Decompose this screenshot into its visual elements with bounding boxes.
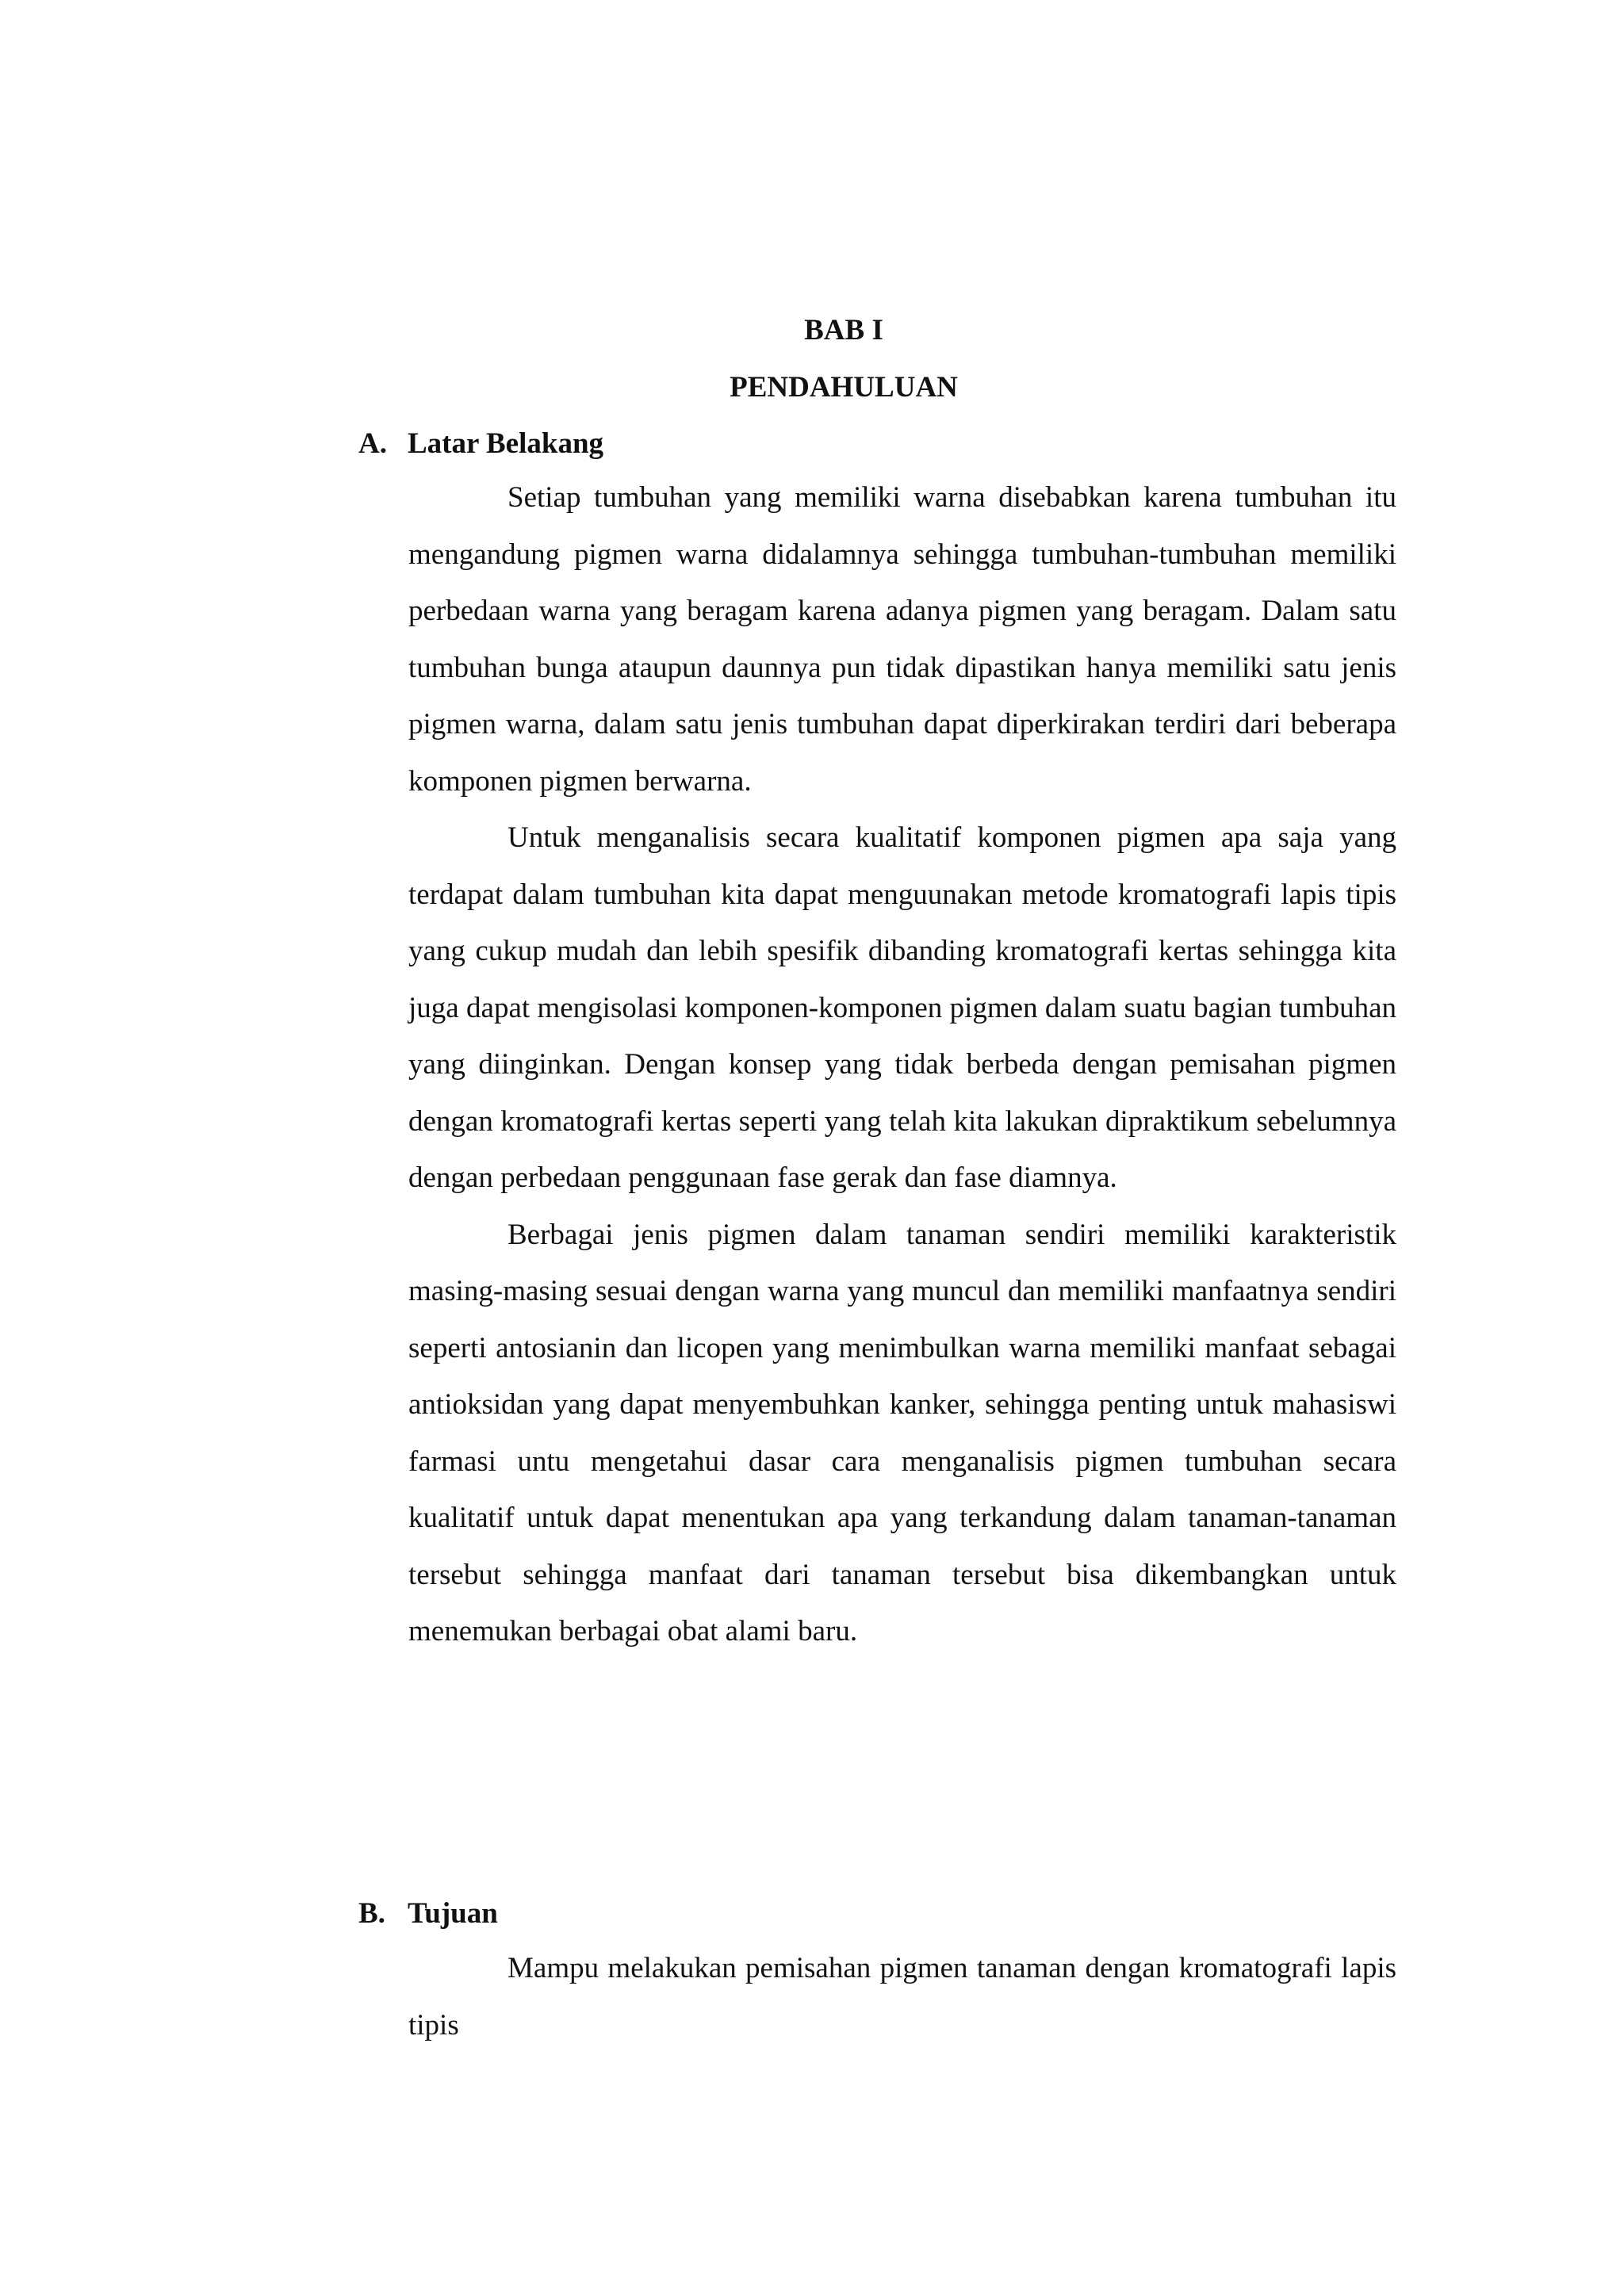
section-heading-latar-belakang	[358, 429, 603, 458]
chapter-title: PENDAHULUAN	[730, 371, 958, 404]
paragraph: Untuk menganalisis secara kualitatif komponen pigmen apa saja yang terdapat dalam tumbuhan kita dapat menguunakan metode kromatografi lapis tipis yang cukup mudah dan lebih spesifik dibanding kromatografi kertas sehingga kita juga dapat mengisolasi komponen-komponen pigmen dalam suatu bagian tumbuhan yang diinginkan. Dengan konsep yang tidak berbeda dengan pemisahan pigmen dengan kromatografi kertas seperti yang telah kita lakukan dipraktikum sebelumnya dengan perbedaan penggunaan fase gerak dan fase diamnya.	[408, 821, 1396, 1194]
section-heading-tujuan	[358, 1899, 498, 1928]
section-title: Tujuan	[408, 1897, 498, 1930]
section-letter: B.	[358, 1897, 385, 1930]
paragraph: Berbagai jenis pigmen dalam tanaman sendiri memiliki karakteristik masing-masing sesuai dengan warna yang muncul dan memiliki manfaatnya sendiri seperti antosianin dan licopen yang menimbulkan warna memiliki manfaat sebagai antioksidan yang dapat menyembuhkan kanker, sehingga penting untuk mahasiswi farmasi untu mengetahui dasar cara menganalisis pigmen tumbuhan secara kualitatif untuk dapat menentukan apa yang terkandung dalam tanaman-tanaman tersebut sehingga manfaat dari tanaman tersebut bisa dikembangkan untuk menemukan berbagai obat alami baru.	[408, 1218, 1396, 1647]
section-title: Latar Belakang	[408, 427, 604, 460]
paragraph: Mampu melakukan pemisahan pigmen tanaman dengan kromatografi lapis tipis	[408, 1952, 1396, 2042]
section-body-latar-belakang	[408, 469, 1396, 1660]
section-letter: A.	[358, 427, 387, 460]
chapter-number: BAB I	[804, 314, 883, 346]
paragraph: Setiap tumbuhan yang memiliki warna disebabkan karena tumbuhan itu mengandung pigmen warna didalamnya sehingga tumbuhan-tumbuhan memiliki perbedaan warna yang beragam karena adanya pigmen yang beragam. Dalam satu tumbuhan bunga ataupun daunnya pun tidak dipastikan hanya memiliki satu jenis pigmen warna, dalam satu jenis tumbuhan dapat diperkirakan terdiri dari beberapa komponen pigmen berwarna.	[408, 481, 1396, 798]
section-body-tujuan	[408, 1940, 1396, 2053]
